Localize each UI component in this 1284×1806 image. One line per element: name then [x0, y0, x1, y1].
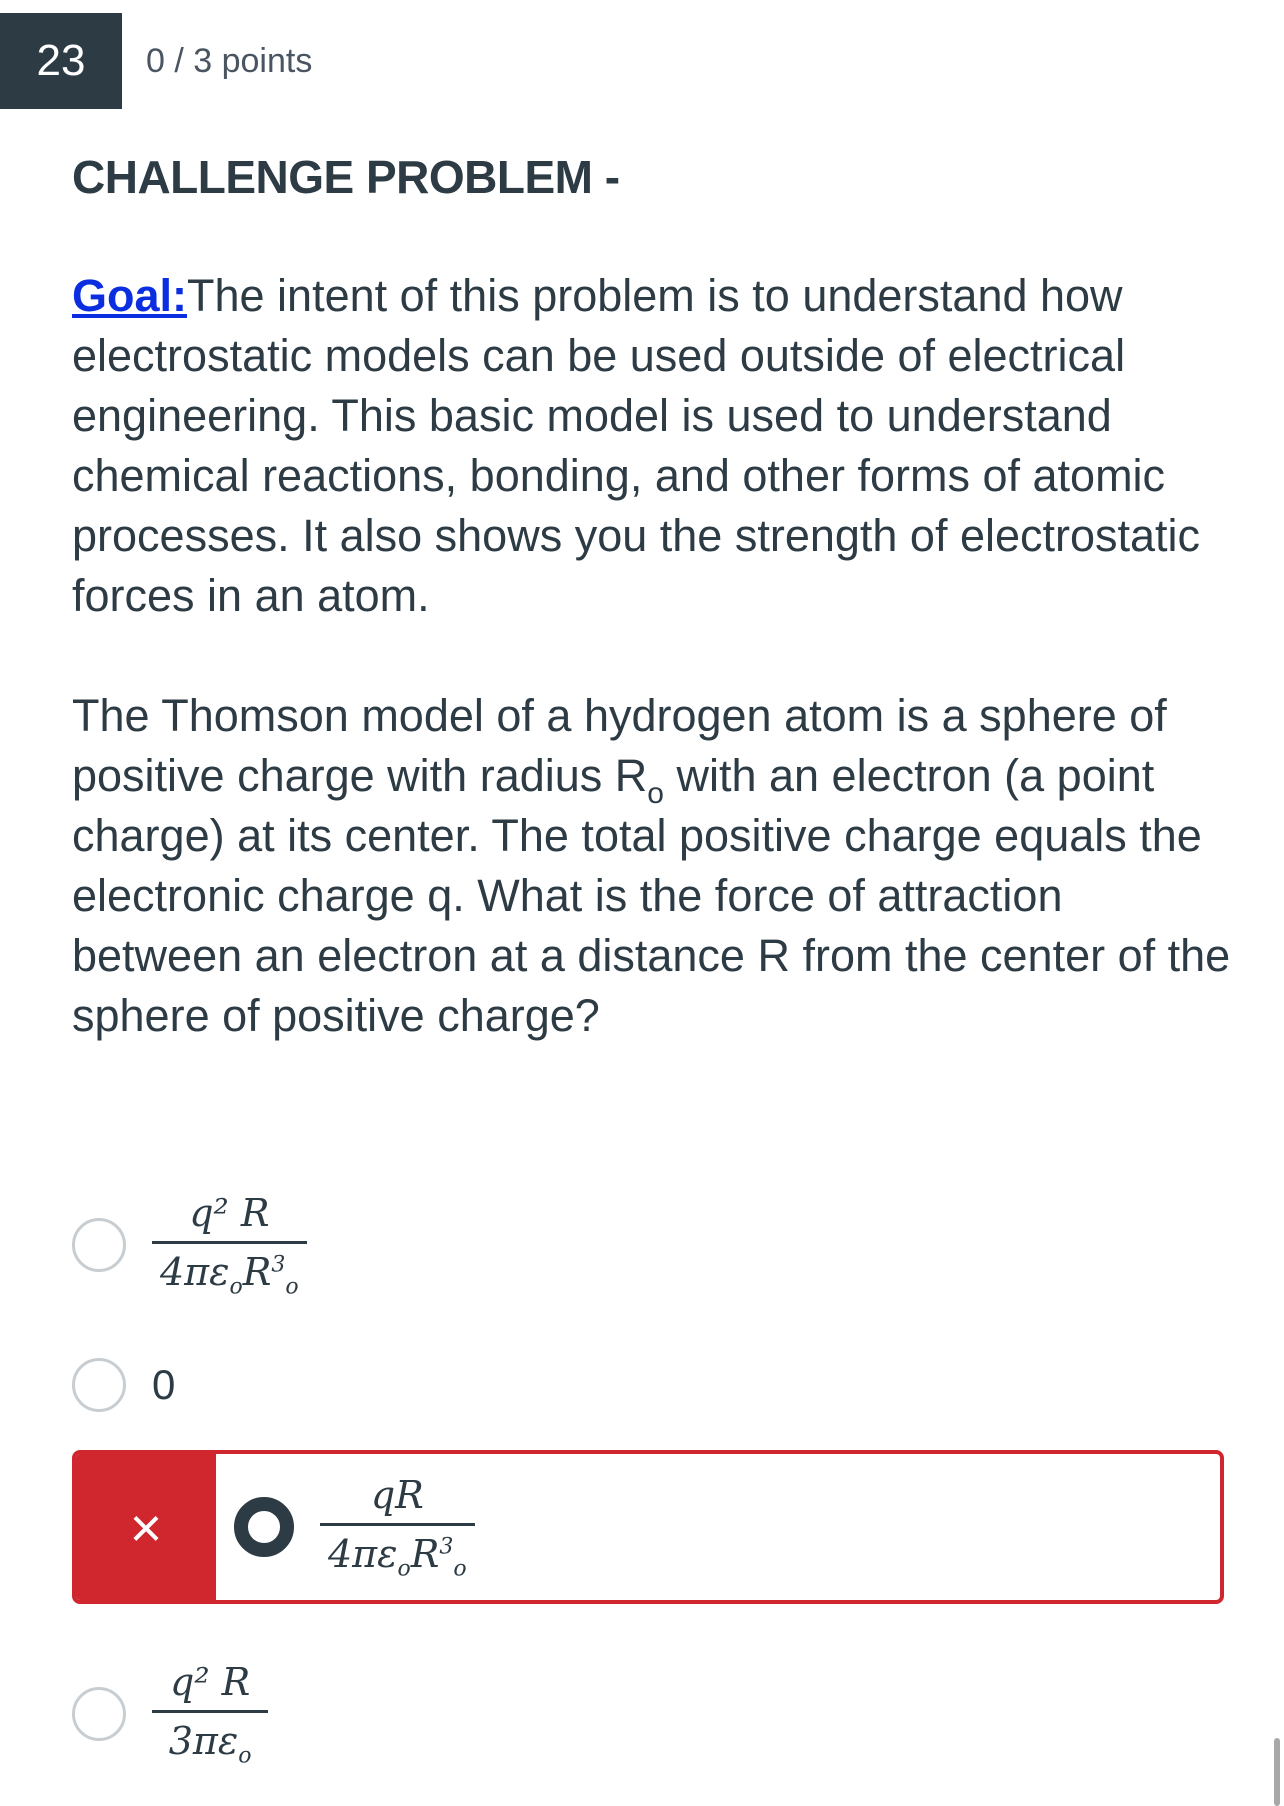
answer-option-4[interactable] [72, 1644, 1224, 1784]
question-body-part2: with an electron (a point charge) at its center. The total positive charge equals the electronic charge q. What is the force of attraction between an electron at a distance R from the center of the sphere of positive charge? [72, 750, 1231, 1041]
radio-button-selected[interactable] [234, 1497, 294, 1557]
answer-option-2[interactable] [72, 1334, 1224, 1436]
radius-subscript: o [647, 777, 664, 810]
radio-button[interactable] [72, 1687, 126, 1741]
question-title: CHALLENGE PROBLEM - [72, 151, 620, 203]
fraction-denominator: $3\pi\varepsilon_o$ [168, 1718, 252, 1769]
goal-text: The intent of this problem is to understand how electrostatic models can be used outside of electrical engineering. This basic model is used to understand chemical reactions, bonding, and other forms of atomic processes. It also shows you the strength of electrostatic forces in an atom. [72, 270, 1201, 621]
fraction-expression [320, 1473, 475, 1582]
points-score: 0 / 3 points [146, 41, 313, 80]
incorrect-marker [76, 1454, 216, 1600]
radio-button[interactable] [72, 1358, 126, 1412]
answer-option-3-selected-incorrect[interactable] [72, 1450, 1224, 1604]
answer-text: 0 [152, 1361, 176, 1408]
fraction-expression [152, 1191, 307, 1300]
fraction-numerator: q² R [170, 1659, 251, 1704]
goal-link[interactable]: Goal: [72, 270, 188, 321]
scrollbar-thumb[interactable] [1274, 1738, 1280, 1806]
goal-paragraph [72, 266, 1232, 626]
fraction-numerator: qR [370, 1472, 424, 1517]
question-header [0, 13, 312, 109]
fraction-denominator: $4\pi\varepsilon_oR^3_o$ [328, 1531, 467, 1582]
answer-option-1[interactable] [72, 1170, 1224, 1320]
fraction-denominator: $4\pi\varepsilon_oR^3_o$ [160, 1249, 299, 1300]
question-number: 23 [0, 13, 122, 109]
question-body-part1: The Thomson model of a hydrogen atom is a sphere of positive charge with radius R [72, 690, 1167, 801]
question-body [72, 686, 1232, 1046]
radio-button[interactable] [72, 1218, 126, 1272]
close-icon: × [129, 1495, 163, 1559]
fraction-expression [152, 1660, 268, 1769]
fraction-numerator: q² R [189, 1190, 270, 1235]
answer-list [72, 1170, 1224, 1784]
